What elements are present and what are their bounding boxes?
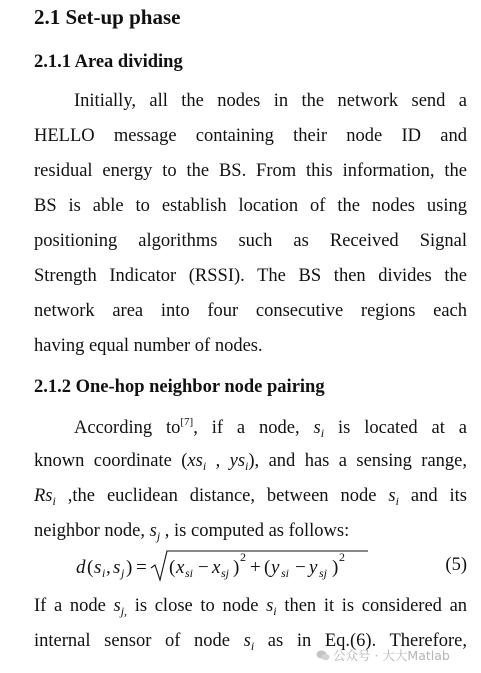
svg-text:): ): [126, 557, 133, 578]
wechat-icon: [316, 650, 330, 661]
svg-text:=: =: [136, 557, 147, 578]
paragraph-line: Strength Indicator (RSSI). The BS then divides the: [34, 266, 467, 286]
paragraph-line: If a node $s_{j,}$ is close to node $s_i$ then it is considered an: [34, 596, 468, 618]
paragraph-line: Initially, all the nodes in the network send a: [74, 91, 467, 111]
svg-text:d: d: [76, 557, 86, 578]
distance-formula: [76, 547, 376, 587]
svg-text:j: j: [121, 566, 125, 580]
paragraph-line: $Rs_i$ ,the euclidean distance, between node $s_i$ and its: [34, 486, 467, 508]
svg-text:,: ,: [106, 557, 111, 578]
svg-text:s: s: [113, 557, 121, 578]
svg-text:−: −: [198, 557, 209, 578]
paragraph-line: HELLO message containing their node ID and: [34, 126, 467, 146]
svg-text:(: (: [87, 557, 94, 578]
svg-text:x: x: [212, 557, 221, 578]
svg-text:(: (: [169, 557, 176, 578]
svg-text:x: x: [176, 557, 185, 578]
svg-text:y: y: [271, 557, 280, 578]
paragraph-line: According to[7], if a node, $s_i$ is located at a: [74, 416, 467, 440]
paragraph-line: positioning algorithms such as Received Signal: [34, 231, 467, 251]
equation-5: [34, 547, 467, 587]
svg-text:(: (: [264, 557, 271, 578]
subsection-heading-area-dividing: 2.1.1 Area dividing: [34, 52, 183, 72]
watermark: [316, 646, 450, 664]
paragraph-line: network area into four consecutive regions each: [34, 301, 467, 321]
subsection-heading-neighbor-pairing: 2.1.2 One-hop neighbor node pairing: [34, 377, 325, 397]
section-heading: 2.1 Set-up phase: [34, 5, 181, 29]
watermark-text: 公众号 · 大大Matlab: [333, 648, 450, 663]
svg-text:): ): [332, 557, 339, 578]
citation-ref: [7]: [180, 416, 194, 428]
paragraph-line: known coordinate ($xs_i$ , $ys_i$), and has a sensing range,: [34, 451, 467, 473]
svg-text:i: i: [102, 566, 106, 580]
svg-text:2: 2: [339, 550, 345, 564]
paragraph-line: internal sensor of node $s_i$ as in Eq.(6). Therefore,: [34, 631, 468, 653]
paragraph-line: neighbor node, $s_j$ , is computed as follows:: [34, 521, 350, 543]
svg-text:2: 2: [240, 550, 246, 564]
equation-number: (5): [445, 555, 467, 575]
paragraph-line: having equal number of nodes.: [34, 336, 263, 356]
paragraph-line: BS is able to establish location of the nodes using: [34, 196, 467, 216]
svg-text:sj: sj: [221, 566, 230, 580]
svg-text:y: y: [309, 557, 318, 578]
svg-text:sj: sj: [319, 566, 328, 580]
svg-text:): ): [233, 557, 240, 578]
svg-text:si: si: [281, 566, 290, 580]
paragraph-line: residual energy to the BS. From this information, the: [34, 161, 467, 181]
svg-text:si: si: [185, 566, 194, 580]
svg-text:s: s: [94, 557, 102, 578]
svg-text:−: −: [295, 557, 306, 578]
svg-text:+: +: [250, 557, 261, 578]
